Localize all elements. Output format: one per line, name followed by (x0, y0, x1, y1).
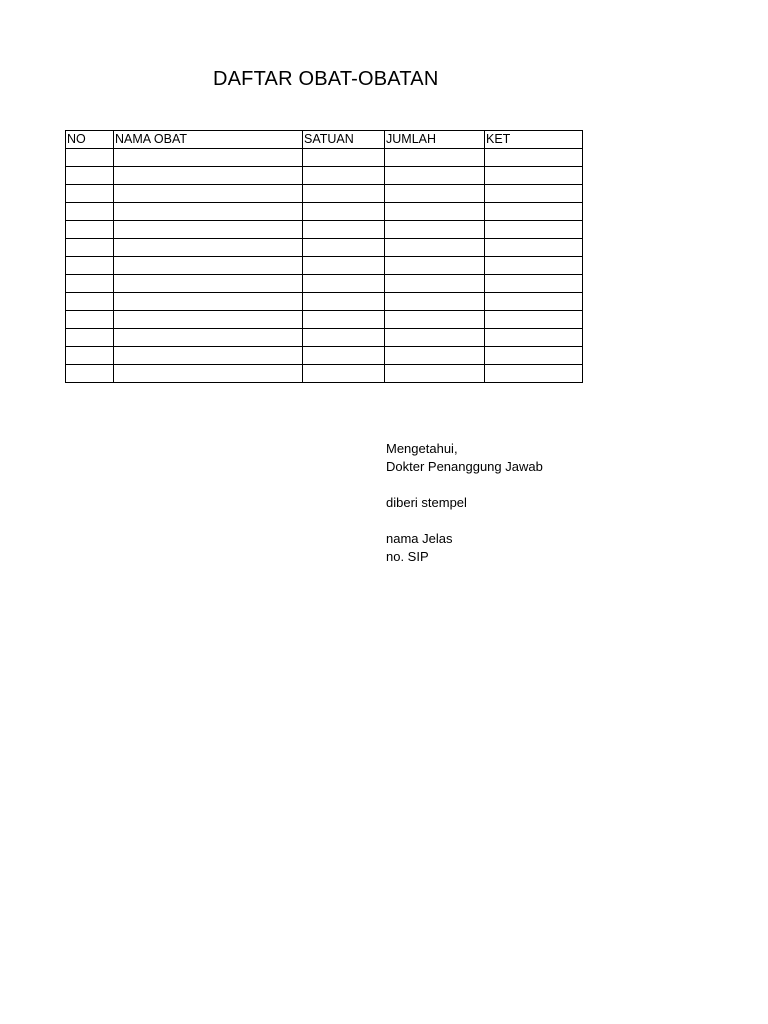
table-cell (303, 257, 385, 275)
table-cell (114, 365, 303, 383)
table-cell (485, 329, 583, 347)
table-cell (303, 365, 385, 383)
table-cell (114, 347, 303, 365)
signature-line-name: nama Jelas (386, 531, 453, 546)
signature-block (386, 440, 543, 566)
table-cell (385, 329, 485, 347)
table-cell (485, 293, 583, 311)
header-jumlah: JUMLAH (385, 131, 485, 149)
table-cell (114, 185, 303, 203)
table-cell (385, 167, 485, 185)
table-cell (385, 347, 485, 365)
table-cell (485, 149, 583, 167)
table-row (66, 167, 583, 185)
table-row (66, 311, 583, 329)
table-cell (114, 329, 303, 347)
table-cell (485, 347, 583, 365)
signature-line-acknowledged: Mengetahui, (386, 441, 458, 456)
table-cell (114, 203, 303, 221)
table-cell (385, 293, 485, 311)
table-cell (303, 311, 385, 329)
table-cell (66, 221, 114, 239)
table-row (66, 275, 583, 293)
table-cell (114, 221, 303, 239)
table-cell (66, 275, 114, 293)
table-row (66, 257, 583, 275)
table-cell (385, 257, 485, 275)
table-cell (114, 167, 303, 185)
table-row (66, 293, 583, 311)
table-cell (485, 239, 583, 257)
table-cell (114, 311, 303, 329)
table-body (66, 149, 583, 383)
table-cell (385, 365, 485, 383)
table-cell (303, 149, 385, 167)
header-ket: KET (485, 131, 583, 149)
table-cell (303, 347, 385, 365)
table-row (66, 347, 583, 365)
table-cell (66, 239, 114, 257)
table-cell (485, 185, 583, 203)
document-title: DAFTAR OBAT-OBATAN (213, 68, 439, 90)
table-cell (66, 167, 114, 185)
table-row (66, 365, 583, 383)
table-row (66, 329, 583, 347)
table-row (66, 185, 583, 203)
table-cell (303, 239, 385, 257)
table-cell (114, 275, 303, 293)
table-cell (303, 221, 385, 239)
table-cell (485, 275, 583, 293)
table-cell (485, 311, 583, 329)
table-cell (66, 149, 114, 167)
medicine-table (65, 130, 583, 383)
table-cell (303, 275, 385, 293)
table-cell (114, 257, 303, 275)
table-cell (114, 239, 303, 257)
table-cell (303, 203, 385, 221)
table-cell (66, 311, 114, 329)
table-cell (66, 329, 114, 347)
table-row (66, 221, 583, 239)
header-no: NO (66, 131, 114, 149)
table-cell (485, 203, 583, 221)
table-cell (385, 239, 485, 257)
table-cell (114, 149, 303, 167)
table-cell (385, 275, 485, 293)
table-cell (66, 365, 114, 383)
table-cell (66, 185, 114, 203)
table-cell (66, 293, 114, 311)
table-header-row (66, 131, 583, 149)
table-cell (485, 221, 583, 239)
table-row (66, 149, 583, 167)
table-cell (385, 149, 485, 167)
table-cell (114, 293, 303, 311)
header-satuan: SATUAN (303, 131, 385, 149)
table-cell (66, 257, 114, 275)
table-cell (485, 257, 583, 275)
table-cell (485, 167, 583, 185)
table-cell (303, 293, 385, 311)
table-row (66, 239, 583, 257)
table-cell (385, 203, 485, 221)
table-cell (385, 185, 485, 203)
table-cell (66, 347, 114, 365)
table-cell (303, 329, 385, 347)
table-cell (303, 185, 385, 203)
table-cell (66, 203, 114, 221)
table-cell (485, 365, 583, 383)
signature-line-sip: no. SIP (386, 549, 429, 564)
signature-line-stamp: diberi stempel (386, 495, 467, 510)
signature-line-role: Dokter Penanggung Jawab (386, 459, 543, 474)
table-cell (385, 311, 485, 329)
header-nama-obat: NAMA OBAT (114, 131, 303, 149)
table-cell (303, 167, 385, 185)
table-cell (385, 221, 485, 239)
table-row (66, 203, 583, 221)
